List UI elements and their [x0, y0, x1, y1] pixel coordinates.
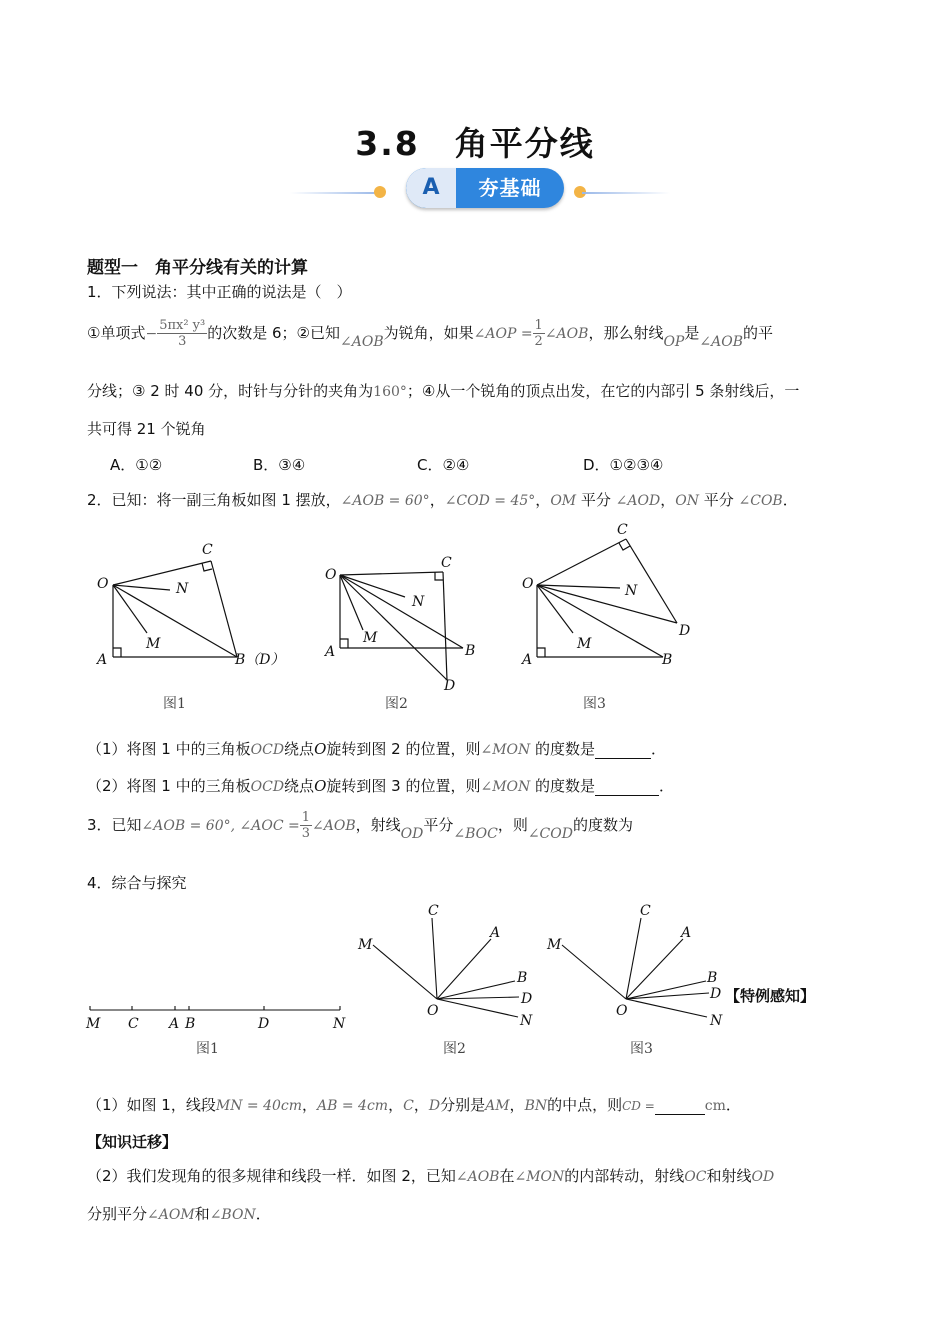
fig2-label-N: N — [412, 594, 425, 610]
q4-figure-1 — [90, 1006, 340, 1010]
fig3-label-O: O — [522, 576, 534, 592]
fig3-label-A: A — [522, 652, 533, 668]
q4-fig3-label-C: C — [640, 903, 651, 919]
q4-sub1-answer-blank[interactable] — [655, 1096, 705, 1115]
q4-fig1-label-N: N — [333, 1016, 346, 1032]
fig2-label-B: B — [465, 643, 476, 659]
q4-fig1-label-C: C — [128, 1016, 139, 1032]
fig1-label-A: A — [97, 652, 108, 668]
q2-sub1-answer-blank[interactable] — [595, 740, 651, 759]
fig3-label-M: M — [577, 636, 592, 652]
q4-fig1-caption: 图1 — [196, 1041, 219, 1057]
section-title: 题型一 角平分线有关的计算 — [87, 258, 308, 278]
fig2-caption: 图2 — [385, 696, 408, 712]
fig2-label-M: M — [363, 630, 378, 646]
q4-fig2-caption: 图2 — [443, 1041, 466, 1057]
q4-figures — [0, 895, 950, 1065]
q1-line2: 分线；③ 2 时 40 分，时针与分针的夹角为160°；④从一个锐角的顶点出发，在它的内部引 5 条射线后，一 — [87, 382, 800, 400]
fig1-label-N: N — [176, 581, 189, 597]
fig2-label-A: A — [325, 644, 336, 660]
badge-text: 夯基础 — [478, 176, 542, 200]
q4-fig3-label-D: D — [710, 986, 722, 1002]
banner-dot-left — [374, 186, 386, 198]
q4-sub1: （1）如图 1，线段MN = 40cm，AB = 4cm，C，D分别是AM，BN的中点，则CD = cm． — [87, 1096, 741, 1114]
q2-sub2-answer-blank[interactable] — [595, 777, 659, 796]
q4-fig2-label-N: N — [520, 1013, 533, 1029]
fig1-label-O: O — [97, 576, 109, 592]
q2-figure-2 — [340, 572, 463, 680]
fig1-label-C: C — [202, 542, 213, 558]
fig2-label-D: D — [444, 678, 456, 694]
q4-fig3-label-A: A — [681, 925, 692, 941]
badge-letter: A — [406, 168, 456, 208]
q4-fig2-label-C: C — [428, 903, 439, 919]
q4-fig3-label-O: O — [616, 1003, 628, 1019]
q4-stem: 4．综合与探究 — [87, 874, 187, 892]
q2-sub1: （1）将图 1 中的三角板OCD绕点O旋转到图 2 的位置，则∠MON 的度数是 ． — [87, 740, 667, 758]
fig3-caption: 图3 — [583, 696, 606, 712]
page-title: 3.8 角平分线 — [355, 124, 595, 163]
fig1-caption: 图1 — [163, 696, 186, 712]
q2-figure-3 — [537, 539, 677, 657]
q4-fig3-label-M: M — [547, 937, 562, 953]
fig3-label-N: N — [625, 583, 638, 599]
q4-fig2-label-B: B — [517, 970, 528, 986]
fig2-label-O: O — [325, 567, 337, 583]
fig1-label-M: M — [146, 636, 161, 652]
q2-sub2: （2）将图 1 中的三角板OCD绕点O旋转到图 3 的位置，则∠MON 的度数是 ． — [87, 777, 675, 795]
q4-tag-special-case: 【特例感知】 — [725, 987, 816, 1005]
q4-fig3-label-B: B — [707, 970, 718, 986]
fig1-label-BD: B（D） — [235, 652, 285, 668]
fig3-label-B: B — [662, 652, 673, 668]
fig2-label-C: C — [441, 555, 452, 571]
q4-sub2-line1: （2）我们发现角的很多规律和线段一样．如图 2，已知∠AOB在∠MON的内部转动，射线OC和射线OD — [87, 1167, 775, 1185]
q4-fig2-label-D: D — [521, 991, 533, 1007]
q4-sub2-line2: 分别平分∠AOM和∠BON． — [87, 1205, 271, 1223]
q4-fig1-label-M: M — [86, 1016, 101, 1032]
q4-fig3-caption: 图3 — [630, 1041, 653, 1057]
banner-line-left — [290, 192, 378, 194]
level-banner — [290, 166, 670, 214]
level-badge — [406, 168, 564, 208]
q4-fig2-label-M: M — [358, 937, 373, 953]
q4-fig1-label-D: D — [258, 1016, 270, 1032]
q4-tag-knowledge-transfer: 【知识迁移】 — [87, 1133, 178, 1151]
q1-stem: 1．下列说法：其中正确的说法是（ ） — [87, 283, 352, 301]
fig3-label-D: D — [679, 623, 691, 639]
q1-option-a[interactable]: A．①② — [110, 456, 163, 474]
q1-option-c[interactable]: C．②④ — [417, 456, 470, 474]
banner-line-right — [582, 192, 670, 194]
q3-stem: 3．已知∠AOB = 60°, ∠AOC = $\frac{1}{3}$ ∠AOB，射线OD平分∠BOC，则∠COD的度数为 — [87, 810, 633, 842]
q1-option-b[interactable]: B．③④ — [253, 456, 306, 474]
q4-fig2-label-A: A — [490, 925, 501, 941]
q1-monomial-fraction: $\frac{\text{5πx² y³}}{3}$ — [159, 318, 206, 349]
q1-option-d[interactable]: D．①②③④ — [583, 456, 664, 474]
q4-fig2-label-O: O — [427, 1003, 439, 1019]
q4-fig1-label-B: B — [185, 1016, 196, 1032]
q1-line3: 共可得 21 个锐角 — [87, 420, 206, 438]
q2-figures — [0, 520, 950, 720]
q1-line1: ①单项式− $\frac{\text{5πx² y³}}{3}$ 的次数是 6；②已知∠AOB为锐角，如果∠AOP = $\frac{1}{2}$ ∠AOB，那么射线OP是∠AOB的平 — [87, 318, 773, 350]
q4-fig1-label-A: A — [169, 1016, 180, 1032]
q4-fig3-label-N: N — [710, 1013, 723, 1029]
fig3-label-C: C — [617, 522, 628, 538]
q2-stem: 2．已知：将一副三角板如图 1 摆放，∠AOB = 60°，∠COD = 45°，OM 平分 ∠AOD，ON 平分 ∠COB． — [87, 491, 798, 509]
q1-options — [110, 454, 810, 476]
q2-figure-1 — [113, 561, 237, 657]
